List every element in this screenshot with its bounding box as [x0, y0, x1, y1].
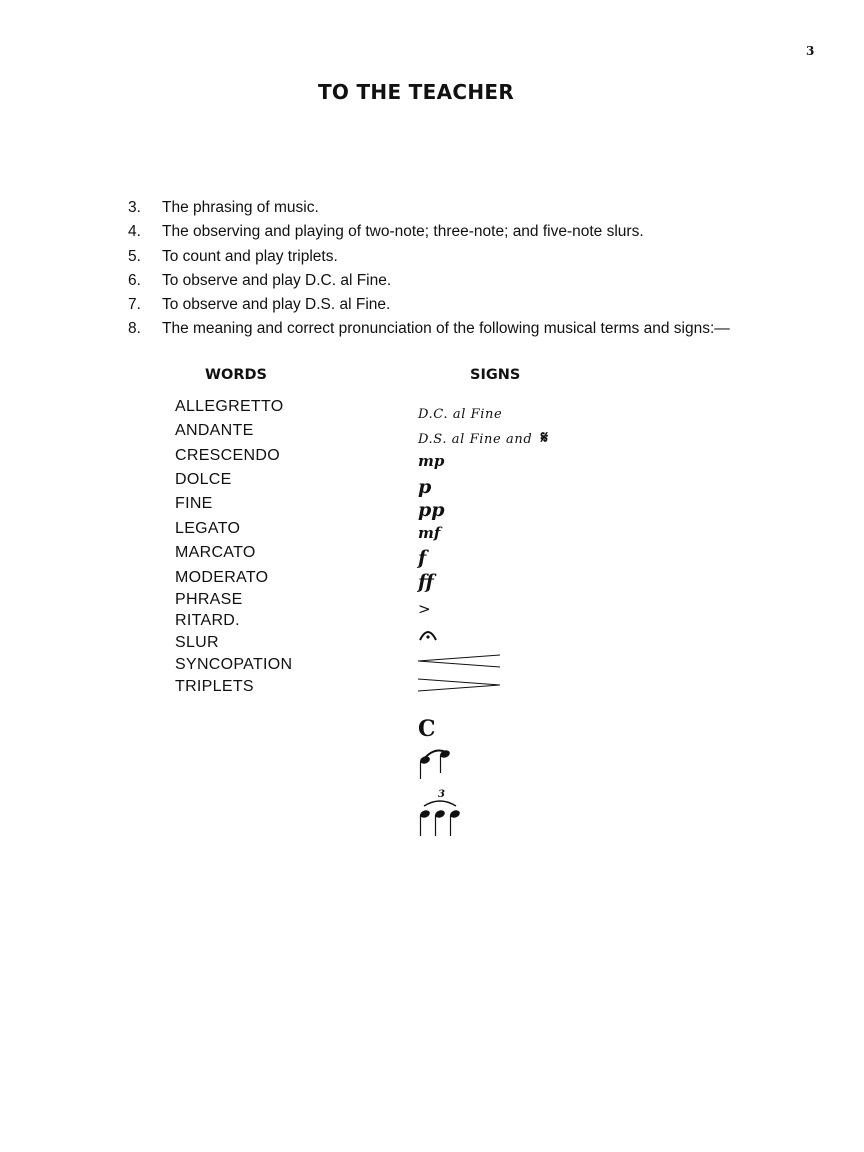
fermata-icon: [418, 624, 442, 642]
item-text: The observing and playing of two-note; three-note; and five-note slurs.: [162, 223, 644, 241]
accent-sign: >: [418, 600, 431, 618]
ds-al-fine-sign: [418, 428, 548, 448]
word-slur: SLUR: [175, 634, 219, 651]
mp-sign: mp: [418, 452, 445, 470]
triplet-notes-icon: [418, 798, 470, 840]
page-title: TO THE TEACHER: [317, 80, 515, 104]
decrescendo-hairpin-icon: [418, 676, 504, 694]
word-andante: ANDANTE: [175, 422, 254, 439]
page-number: 3: [806, 44, 815, 58]
item-text: To observe and play D.C. al Fine.: [162, 271, 392, 289]
item-text: The meaning and correct pronunciation of the following musical terms and signs:—: [162, 320, 730, 338]
two-note-slur-icon: [418, 742, 458, 782]
list-item: [128, 221, 828, 245]
word-phrase: PHRASE: [175, 591, 243, 608]
objectives-list: [128, 197, 828, 343]
mf-sign: mf: [418, 524, 441, 542]
list-item: [128, 294, 828, 318]
signs-heading: SIGNS: [470, 367, 521, 383]
item-text: To observe and play D.S. al Fine.: [162, 296, 391, 314]
segno-icon: 𝄋: [540, 428, 549, 448]
word-crescendo: CRESCENDO: [175, 447, 280, 464]
item-number: 8.: [128, 320, 141, 338]
word-syncopation: SYNCOPATION: [175, 656, 293, 673]
ff-sign: ff: [418, 571, 434, 593]
list-item: [128, 318, 828, 342]
item-number: 3.: [128, 199, 141, 216]
word-allegretto: ALLEGRETTO: [175, 398, 284, 415]
item-number: 7.: [128, 296, 141, 314]
word-dolce: DOLCE: [175, 471, 232, 488]
triplet-number: 3: [438, 789, 445, 800]
item-number: 4.: [128, 223, 141, 241]
f-sign: f: [418, 547, 427, 569]
item-number: 6.: [128, 271, 141, 289]
word-triplets: TRIPLETS: [175, 678, 254, 695]
word-ritard: RITARD.: [175, 612, 240, 629]
list-item: [128, 197, 828, 221]
word-legato: LEGATO: [175, 520, 241, 537]
list-item: [128, 246, 828, 270]
p-sign: p: [418, 476, 432, 498]
word-moderato: MODERATO: [175, 569, 269, 586]
words-heading: WORDS: [205, 367, 267, 383]
item-number: 5.: [128, 247, 141, 265]
common-time-sign: C: [418, 716, 436, 742]
word-fine: FINE: [175, 495, 213, 512]
ds-al-fine-text: D.S. al Fine and: [418, 432, 533, 447]
list-item: [128, 270, 828, 294]
item-text: The phrasing of music.: [162, 199, 319, 216]
pp-sign: pp: [418, 499, 445, 521]
word-marcato: MARCATO: [175, 544, 256, 561]
crescendo-hairpin-icon: [418, 652, 504, 670]
item-text: To count and play triplets.: [162, 247, 338, 265]
dc-al-fine-sign: D.C. al Fine: [418, 407, 503, 422]
